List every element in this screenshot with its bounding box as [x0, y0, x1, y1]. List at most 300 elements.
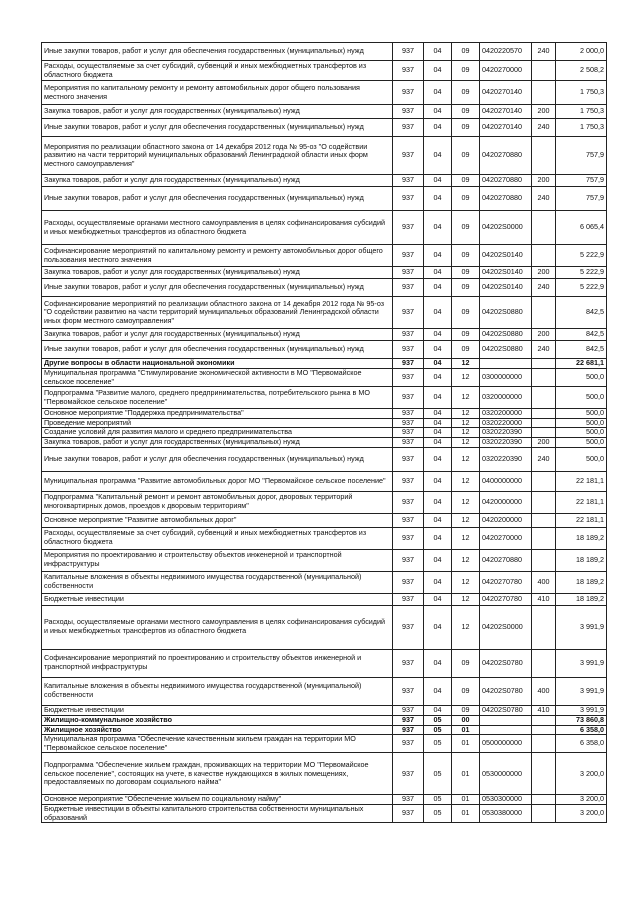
row-subsection-code: 12: [452, 437, 480, 447]
row-amount: 757,9: [556, 137, 607, 175]
row-subsection-code: 12: [452, 369, 480, 387]
table-row: [42, 418, 607, 428]
row-target-code: 0420270140: [480, 119, 532, 137]
row-target-code: 04202S0780: [480, 649, 532, 677]
row-name: Бюджетные инвестиции: [42, 705, 393, 715]
row-ved-code: 937: [393, 369, 424, 387]
budget-table-body: [42, 43, 607, 823]
row-name: Подпрограмма "Капитальный ремонт и ремонт автомобильных дорог, дворовых территорий многоквартирных домов, проездов к дворовым территориям": [42, 491, 393, 513]
row-amount: 500,0: [556, 428, 607, 438]
row-expense-type-code: [532, 725, 556, 735]
table-row: [42, 705, 607, 715]
row-subsection-code: 12: [452, 513, 480, 527]
row-ved-code: 937: [393, 437, 424, 447]
row-expense-type-code: 240: [532, 187, 556, 211]
row-subsection-code: 09: [452, 175, 480, 187]
row-amount: 2 000,0: [556, 43, 607, 61]
row-ved-code: 937: [393, 725, 424, 735]
row-subsection-code: 09: [452, 81, 480, 105]
row-section-code: 04: [424, 705, 452, 715]
row-name: Закупка товаров, работ и услуг для государственных (муниципальных) нужд: [42, 105, 393, 119]
row-target-code: 0420270780: [480, 593, 532, 605]
row-subsection-code: 09: [452, 649, 480, 677]
row-expense-type-code: 410: [532, 705, 556, 715]
row-section-code: 04: [424, 359, 452, 369]
row-target-code: 04202S0140: [480, 279, 532, 297]
row-target-code: 0420000000: [480, 491, 532, 513]
row-name: Капитальные вложения в объекты недвижимого имущества государственной (муниципальной) собственности: [42, 571, 393, 593]
row-target-code: 0300000000: [480, 369, 532, 387]
table-row: [42, 753, 607, 795]
row-name: Создание условий для развития малого и среднего предпринимательства: [42, 428, 393, 438]
row-subsection-code: 12: [452, 418, 480, 428]
row-name: Другие вопросы в области национальной экономики: [42, 359, 393, 369]
row-target-code: 0500000000: [480, 735, 532, 753]
row-ved-code: 937: [393, 605, 424, 649]
row-section-code: 04: [424, 119, 452, 137]
row-subsection-code: 01: [452, 725, 480, 735]
row-ved-code: 937: [393, 428, 424, 438]
row-subsection-code: 12: [452, 593, 480, 605]
row-name: Жилищное хозяйство: [42, 725, 393, 735]
row-section-code: 04: [424, 513, 452, 527]
row-target-code: 0530300000: [480, 795, 532, 805]
row-ved-code: 937: [393, 211, 424, 245]
row-target-code: 0320000000: [480, 387, 532, 409]
row-section-code: 04: [424, 187, 452, 211]
row-target-code: [480, 359, 532, 369]
row-section-code: 04: [424, 279, 452, 297]
row-section-code: 04: [424, 471, 452, 491]
row-section-code: 05: [424, 804, 452, 822]
row-ved-code: 937: [393, 549, 424, 571]
row-subsection-code: 09: [452, 267, 480, 279]
row-amount: 3 200,0: [556, 795, 607, 805]
row-amount: 842,5: [556, 341, 607, 359]
row-target-code: 0320220390: [480, 437, 532, 447]
row-target-code: 0420270000: [480, 527, 532, 549]
row-ved-code: 937: [393, 677, 424, 705]
row-section-code: 04: [424, 593, 452, 605]
table-row: [42, 715, 607, 725]
table-row: [42, 649, 607, 677]
row-name: Бюджетные инвестиции: [42, 593, 393, 605]
row-ved-code: 937: [393, 187, 424, 211]
row-target-code: 04202S0780: [480, 677, 532, 705]
row-subsection-code: 09: [452, 677, 480, 705]
table-row: [42, 491, 607, 513]
row-expense-type-code: [532, 409, 556, 419]
row-target-code: [480, 715, 532, 725]
row-section-code: 04: [424, 329, 452, 341]
row-target-code: 0320220390: [480, 447, 532, 471]
row-subsection-code: 01: [452, 735, 480, 753]
row-amount: 1 750,3: [556, 81, 607, 105]
table-row: [42, 43, 607, 61]
row-section-code: 04: [424, 61, 452, 81]
row-ved-code: 937: [393, 61, 424, 81]
row-expense-type-code: 410: [532, 593, 556, 605]
row-target-code: 0420270140: [480, 105, 532, 119]
row-name: Закупка товаров, работ и услуг для государственных (муниципальных) нужд: [42, 437, 393, 447]
row-name: Подпрограмма "Развитие малого, среднего предпринимательства, потребительского рынка в МО "Первомайское сельское поселение": [42, 387, 393, 409]
row-expense-type-code: [532, 804, 556, 822]
row-expense-type-code: [532, 211, 556, 245]
row-section-code: 04: [424, 447, 452, 471]
table-row: [42, 387, 607, 409]
row-amount: 757,9: [556, 187, 607, 211]
row-expense-type-code: 240: [532, 43, 556, 61]
row-ved-code: 937: [393, 175, 424, 187]
row-subsection-code: 09: [452, 105, 480, 119]
row-section-code: 04: [424, 369, 452, 387]
row-amount: 3 200,0: [556, 753, 607, 795]
table-row: [42, 804, 607, 822]
row-section-code: 04: [424, 175, 452, 187]
row-ved-code: 937: [393, 418, 424, 428]
row-target-code: 04202S0880: [480, 297, 532, 329]
table-row: [42, 329, 607, 341]
row-expense-type-code: [532, 418, 556, 428]
table-row: [42, 409, 607, 419]
row-expense-type-code: [532, 735, 556, 753]
row-name: Иные закупки товаров, работ и услуг для обеспечения государственных (муниципальных) нужд: [42, 341, 393, 359]
row-subsection-code: 09: [452, 137, 480, 175]
row-amount: 500,0: [556, 387, 607, 409]
table-row: [42, 725, 607, 735]
row-name: Муниципальная программа "Развитие автомобильных дорог МО "Первомайское сельское поселение": [42, 471, 393, 491]
row-section-code: 05: [424, 725, 452, 735]
row-name: Закупка товаров, работ и услуг для государственных (муниципальных) нужд: [42, 267, 393, 279]
row-amount: 500,0: [556, 369, 607, 387]
row-ved-code: 937: [393, 267, 424, 279]
row-subsection-code: 12: [452, 387, 480, 409]
table-row: [42, 211, 607, 245]
row-name: Расходы, осуществляемые за счет субсидий, субвенций и иных межбюджетных трансфертов из областного бюджета: [42, 527, 393, 549]
row-target-code: 04202S0880: [480, 341, 532, 359]
row-name: Бюджетные инвестиции в объекты капитального строительства собственности муниципальных образований: [42, 804, 393, 822]
row-ved-code: 937: [393, 409, 424, 419]
row-ved-code: 937: [393, 804, 424, 822]
row-name: Подпрограмма "Обеспечение жильем граждан, проживающих на территории МО "Первомайское сельское поселение", состоящих на учете, в качестве нуждающихся в жилых помещениях, предоставляемых по договорам социального найма": [42, 753, 393, 795]
row-section-code: 05: [424, 753, 452, 795]
row-target-code: 04202S0000: [480, 211, 532, 245]
row-expense-type-code: [532, 471, 556, 491]
table-row: [42, 593, 607, 605]
row-target-code: 0420270880: [480, 549, 532, 571]
budget-table: [41, 42, 607, 823]
row-amount: 3 200,0: [556, 804, 607, 822]
row-ved-code: 937: [393, 571, 424, 593]
table-row: [42, 571, 607, 593]
table-row: [42, 795, 607, 805]
row-subsection-code: 09: [452, 297, 480, 329]
row-target-code: 0530000000: [480, 753, 532, 795]
row-name: Иные закупки товаров, работ и услуг для обеспечения государственных (муниципальных) нужд: [42, 43, 393, 61]
row-amount: 6 065,4: [556, 211, 607, 245]
row-ved-code: 937: [393, 359, 424, 369]
row-expense-type-code: [532, 369, 556, 387]
row-expense-type-code: [532, 605, 556, 649]
row-section-code: 04: [424, 437, 452, 447]
row-expense-type-code: [532, 715, 556, 725]
row-name: Иные закупки товаров, работ и услуг для обеспечения государственных (муниципальных) нужд: [42, 447, 393, 471]
row-ved-code: 937: [393, 43, 424, 61]
row-expense-type-code: [532, 491, 556, 513]
row-subsection-code: 12: [452, 471, 480, 491]
row-name: Основное мероприятие "Обеспечение жильем по социальному найму": [42, 795, 393, 805]
row-amount: 3 991,9: [556, 649, 607, 677]
row-name: Муниципальная программа "Обеспечение качественным жильем граждан на территории МО "Первомайское сельское поселение": [42, 735, 393, 753]
row-subsection-code: 09: [452, 341, 480, 359]
table-row: [42, 735, 607, 753]
row-subsection-code: 12: [452, 447, 480, 471]
row-target-code: 0320220000: [480, 418, 532, 428]
table-row: [42, 279, 607, 297]
row-name: Мероприятия по проектированию и строительству объектов инженерной и транспортной инфраструктуры: [42, 549, 393, 571]
row-section-code: 04: [424, 297, 452, 329]
table-row: [42, 677, 607, 705]
row-ved-code: 937: [393, 245, 424, 267]
row-expense-type-code: [532, 513, 556, 527]
table-row: [42, 105, 607, 119]
row-amount: 500,0: [556, 418, 607, 428]
table-row: [42, 369, 607, 387]
row-target-code: 04202S0880: [480, 329, 532, 341]
row-ved-code: 937: [393, 795, 424, 805]
row-expense-type-code: 200: [532, 437, 556, 447]
row-ved-code: 937: [393, 471, 424, 491]
row-expense-type-code: 240: [532, 119, 556, 137]
row-name: Мероприятия по реализации областного закона от 14 декабря 2012 года № 95-оз "О содействии развитию на части территорий муниципальных образований Ленинградской области иных форм местного самоуправления": [42, 137, 393, 175]
row-section-code: 04: [424, 428, 452, 438]
row-amount: 757,9: [556, 175, 607, 187]
row-amount: 1 750,3: [556, 105, 607, 119]
row-ved-code: 937: [393, 341, 424, 359]
row-ved-code: 937: [393, 279, 424, 297]
row-amount: 2 508,2: [556, 61, 607, 81]
row-name: Основное мероприятие "Развитие автомобильных дорог": [42, 513, 393, 527]
row-expense-type-code: [532, 527, 556, 549]
table-row: [42, 447, 607, 471]
row-subsection-code: 12: [452, 527, 480, 549]
row-expense-type-code: 200: [532, 329, 556, 341]
table-row: [42, 297, 607, 329]
row-section-code: 04: [424, 549, 452, 571]
row-expense-type-code: 240: [532, 279, 556, 297]
row-target-code: 04202S0140: [480, 245, 532, 267]
row-amount: 22 181,1: [556, 491, 607, 513]
row-subsection-code: 09: [452, 705, 480, 715]
row-expense-type-code: [532, 387, 556, 409]
row-ved-code: 937: [393, 753, 424, 795]
row-subsection-code: 09: [452, 211, 480, 245]
row-section-code: 04: [424, 43, 452, 61]
row-amount: 3 991,9: [556, 605, 607, 649]
row-amount: 1 750,3: [556, 119, 607, 137]
row-subsection-code: 12: [452, 549, 480, 571]
row-amount: 6 358,0: [556, 725, 607, 735]
row-name: Софинансирование мероприятий по капитальному ремонту и ремонту автомобильных дорог общего пользования местного значения: [42, 245, 393, 267]
row-expense-type-code: [532, 245, 556, 267]
row-subsection-code: 09: [452, 43, 480, 61]
row-subsection-code: 01: [452, 795, 480, 805]
row-expense-type-code: [532, 649, 556, 677]
table-row: [42, 471, 607, 491]
row-expense-type-code: 400: [532, 677, 556, 705]
row-expense-type-code: [532, 428, 556, 438]
row-subsection-code: 00: [452, 715, 480, 725]
row-name: Расходы, осуществляемые органами местного самоуправления в целях софинансирования субсидий и иных межбюджетных трансфертов из областного бюджета: [42, 211, 393, 245]
row-target-code: 0420270880: [480, 187, 532, 211]
row-name: Проведение мероприятий: [42, 418, 393, 428]
row-ved-code: 937: [393, 527, 424, 549]
row-target-code: 0530380000: [480, 804, 532, 822]
row-amount: 6 358,0: [556, 735, 607, 753]
row-expense-type-code: [532, 795, 556, 805]
row-section-code: 04: [424, 571, 452, 593]
row-amount: 5 222,9: [556, 245, 607, 267]
row-ved-code: 937: [393, 649, 424, 677]
table-row: [42, 359, 607, 369]
row-expense-type-code: [532, 137, 556, 175]
row-target-code: [480, 725, 532, 735]
row-subsection-code: 12: [452, 359, 480, 369]
row-amount: 500,0: [556, 409, 607, 419]
row-name: Иные закупки товаров, работ и услуг для обеспечения государственных (муниципальных) нужд: [42, 187, 393, 211]
row-name: Иные закупки товаров, работ и услуг для обеспечения государственных (муниципальных) нужд: [42, 279, 393, 297]
row-ved-code: 937: [393, 513, 424, 527]
row-subsection-code: 12: [452, 409, 480, 419]
row-target-code: 04202S0000: [480, 605, 532, 649]
row-name: Закупка товаров, работ и услуг для государственных (муниципальных) нужд: [42, 175, 393, 187]
row-section-code: 04: [424, 418, 452, 428]
row-amount: 842,5: [556, 329, 607, 341]
row-name: Расходы, осуществляемые за счет субсидий, субвенций и иных межбюджетных трансфертов из областного бюджета: [42, 61, 393, 81]
row-amount: 500,0: [556, 447, 607, 471]
row-section-code: 05: [424, 715, 452, 725]
row-section-code: 04: [424, 105, 452, 119]
row-section-code: 04: [424, 387, 452, 409]
row-amount: 22 681,1: [556, 359, 607, 369]
row-expense-type-code: 240: [532, 447, 556, 471]
row-target-code: 0420220570: [480, 43, 532, 61]
row-section-code: 05: [424, 735, 452, 753]
table-row: [42, 175, 607, 187]
row-amount: 22 181,1: [556, 513, 607, 527]
row-ved-code: 937: [393, 491, 424, 513]
row-subsection-code: 09: [452, 329, 480, 341]
row-name: Закупка товаров, работ и услуг для государственных (муниципальных) нужд: [42, 329, 393, 341]
row-amount: 73 860,8: [556, 715, 607, 725]
row-name: Муниципальная программа "Стимулирование экономической активности в МО "Первомайское сельское поселение": [42, 369, 393, 387]
row-amount: 5 222,9: [556, 279, 607, 297]
table-row: [42, 61, 607, 81]
row-ved-code: 937: [393, 81, 424, 105]
row-ved-code: 937: [393, 137, 424, 175]
row-section-code: 04: [424, 245, 452, 267]
row-subsection-code: 09: [452, 187, 480, 211]
row-section-code: 04: [424, 527, 452, 549]
row-target-code: 0420270140: [480, 81, 532, 105]
row-ved-code: 937: [393, 447, 424, 471]
row-expense-type-code: 200: [532, 175, 556, 187]
row-target-code: 0420270880: [480, 175, 532, 187]
row-name: Расходы, осуществляемые органами местного самоуправления в целях софинансирования субсидий и иных межбюджетных трансфертов из областного бюджета: [42, 605, 393, 649]
row-section-code: 04: [424, 211, 452, 245]
row-target-code: 04202S0140: [480, 267, 532, 279]
row-ved-code: 937: [393, 593, 424, 605]
row-expense-type-code: 200: [532, 267, 556, 279]
table-row: [42, 437, 607, 447]
row-subsection-code: 09: [452, 245, 480, 267]
row-ved-code: 937: [393, 297, 424, 329]
row-amount: 842,5: [556, 297, 607, 329]
row-target-code: 0320200000: [480, 409, 532, 419]
table-row: [42, 137, 607, 175]
row-ved-code: 937: [393, 705, 424, 715]
row-name: Софинансирование мероприятий по реализации областного закона от 14 декабря 2012 года № 95-оз "О содействии развитию на части территорий муниципальных образований Ленинградской области иных форм местного самоуправления": [42, 297, 393, 329]
row-amount: 18 189,2: [556, 571, 607, 593]
row-section-code: 05: [424, 795, 452, 805]
table-row: [42, 527, 607, 549]
row-target-code: 0420270880: [480, 137, 532, 175]
row-expense-type-code: [532, 297, 556, 329]
row-subsection-code: 12: [452, 428, 480, 438]
row-target-code: 0320220390: [480, 428, 532, 438]
row-name: Мероприятия по капитальному ремонту и ремонту автомобильных дорог общего пользования местного значения: [42, 81, 393, 105]
row-expense-type-code: [532, 753, 556, 795]
row-amount: 3 991,9: [556, 705, 607, 715]
row-target-code: 04202S0780: [480, 705, 532, 715]
row-name: Жилищно-коммунальное хозяйство: [42, 715, 393, 725]
row-subsection-code: 09: [452, 279, 480, 297]
row-section-code: 04: [424, 677, 452, 705]
row-section-code: 04: [424, 409, 452, 419]
row-amount: 5 222,9: [556, 267, 607, 279]
row-section-code: 04: [424, 605, 452, 649]
row-expense-type-code: [532, 81, 556, 105]
row-amount: 500,0: [556, 437, 607, 447]
row-subsection-code: 12: [452, 491, 480, 513]
table-row: [42, 605, 607, 649]
row-subsection-code: 12: [452, 571, 480, 593]
row-name: Капитальные вложения в объекты недвижимого имущества государственной (муниципальной) собственности: [42, 677, 393, 705]
table-row: [42, 513, 607, 527]
row-section-code: 04: [424, 137, 452, 175]
row-name: Софинансирование мероприятий по проектированию и строительству объектов инженерной и транспортной инфраструктуры: [42, 649, 393, 677]
row-expense-type-code: 200: [532, 105, 556, 119]
row-expense-type-code: [532, 359, 556, 369]
row-amount: 18 189,2: [556, 527, 607, 549]
row-ved-code: 937: [393, 119, 424, 137]
row-name: Иные закупки товаров, работ и услуг для обеспечения государственных (муниципальных) нужд: [42, 119, 393, 137]
table-row: [42, 245, 607, 267]
row-expense-type-code: 400: [532, 571, 556, 593]
table-row: [42, 341, 607, 359]
row-section-code: 04: [424, 267, 452, 279]
table-row: [42, 428, 607, 438]
row-subsection-code: 09: [452, 61, 480, 81]
row-target-code: 0420200000: [480, 513, 532, 527]
row-expense-type-code: [532, 61, 556, 81]
table-row: [42, 187, 607, 211]
row-target-code: 0420270780: [480, 571, 532, 593]
row-ved-code: 937: [393, 735, 424, 753]
row-subsection-code: 09: [452, 119, 480, 137]
row-section-code: 04: [424, 649, 452, 677]
row-name: Основное мероприятие "Поддержка предпринимательства": [42, 409, 393, 419]
